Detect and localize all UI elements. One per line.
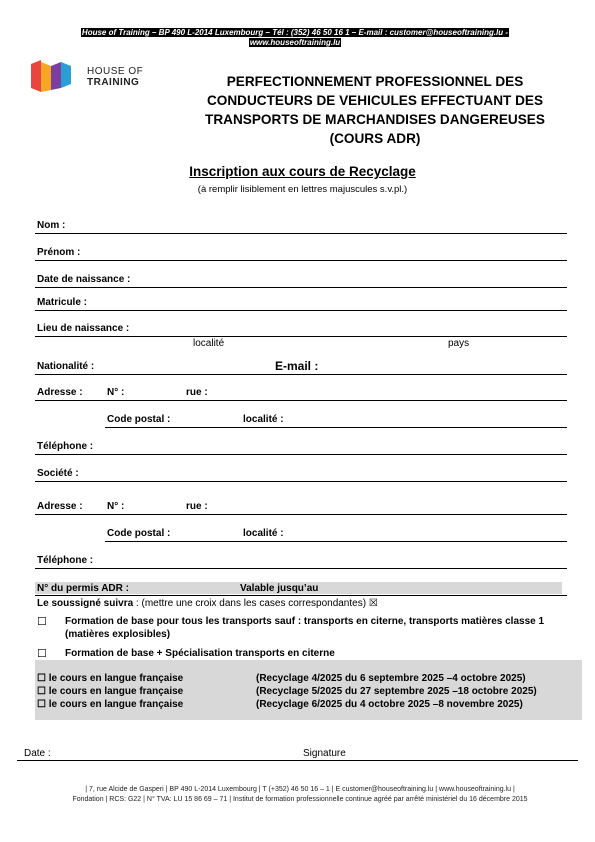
course-checkbox[interactable]: ☐ — [37, 699, 46, 710]
course-checkbox[interactable]: ☐ — [37, 686, 46, 697]
rue-label: rue : — [186, 387, 208, 398]
title-line: PERFECTIONNEMENT PROFESSIONNEL DES — [226, 74, 524, 89]
date-naissance-field[interactable] — [35, 287, 567, 288]
code-postal-2-label: Code postal : — [107, 528, 171, 539]
societe-label: Société : — [37, 468, 79, 479]
course-label: le cours en langue française — [48, 673, 184, 684]
prenom-field[interactable] — [35, 260, 567, 261]
lieu-naissance-field[interactable] — [35, 336, 567, 337]
option-2-text: Formation de base + Spécialisation transports en citerne — [65, 648, 335, 659]
adresse-2-label: Adresse : — [37, 501, 83, 512]
logo-line-2: TRAINING — [87, 77, 140, 88]
title-line: TRANSPORTS DE MARCHANDISES DANGEREUSES — [205, 112, 545, 127]
telephone-2-label: Téléphone : — [37, 555, 94, 566]
matricule-label: Matricule : — [37, 297, 88, 308]
email-label: E-mail : — [275, 359, 319, 373]
code-postal-field[interactable] — [105, 427, 567, 428]
permis-label: N° du permis ADR : — [37, 583, 129, 594]
title-line: (COURS ADR) — [329, 131, 421, 146]
option-2-checkbox[interactable]: ☐ — [37, 648, 47, 660]
valable-label: Valable jusqu’au — [240, 583, 319, 594]
numero-label: N° : — [107, 387, 125, 398]
date-naissance-label: Date de naissance : — [37, 274, 131, 285]
adresse-field[interactable] — [35, 400, 567, 401]
course-detail: (Recyclage 6/2025 du 4 octobre 2025 –8 novembre 2025) — [256, 699, 523, 710]
societe-field[interactable] — [35, 481, 567, 482]
telephone-field[interactable] — [35, 454, 567, 455]
permis-underline — [35, 595, 567, 596]
soussigne-bold: Le soussigné suivra — [37, 598, 134, 609]
course-label: le cours en langue française — [48, 686, 184, 697]
document-title — [170, 72, 580, 148]
localite-hint: localité — [193, 338, 225, 349]
code-postal-label: Code postal : — [107, 414, 171, 425]
telephone-label: Téléphone : — [37, 441, 94, 452]
option-1-text: Formation de base pour tous les transports sauf : transports en citerne, transports matières classe 1 (matières explosibles) — [65, 616, 545, 640]
adresse-label: Adresse : — [37, 387, 83, 398]
header-line-2: www.houseoftraining.lu — [249, 38, 341, 47]
course-detail: (Recyclage 5/2025 du 27 septembre 2025 –18 octobre 2025) — [256, 686, 537, 697]
localite-2-label: localité : — [243, 528, 284, 539]
adresse-2-field[interactable] — [35, 514, 567, 515]
nationalite-email-field[interactable] — [35, 374, 567, 375]
code-postal-2-field[interactable] — [105, 541, 567, 542]
lieu-naissance-label: Lieu de naissance : — [37, 323, 130, 334]
signature-line[interactable] — [17, 760, 578, 761]
footer-line-2: Fondation | RCS: G22 | N° TVA: LU 15 86 69 – 71 | Institut de formation professionnelle continue agréé par arrêté ministériel du 16 décembre 2015 — [72, 796, 528, 803]
course-row[interactable] — [37, 685, 183, 698]
logo-text — [87, 66, 143, 88]
date-label: Date : — [24, 748, 51, 759]
nom-label: Nom : — [37, 220, 66, 231]
localite-label: localité : — [243, 414, 284, 425]
title-line: CONDUCTEURS DE VEHICULES EFFECTUANT DES — [206, 93, 544, 108]
header-contact — [36, 28, 554, 48]
soussigne-rest: : (mettre une croix dans les cases correspondantes) ☒ — [133, 598, 378, 609]
matricule-field[interactable] — [35, 310, 567, 311]
soussigne-text — [37, 598, 378, 609]
pays-hint: pays — [448, 338, 470, 349]
numero-2-label: N° : — [107, 501, 125, 512]
footer — [30, 785, 570, 805]
nom-field[interactable] — [35, 233, 567, 234]
rue-2-label: rue : — [186, 501, 208, 512]
footer-line-1: | 7, rue Alcide de Gasperi | BP 490 L-2014 Luxembourg | T (+352) 46 50 16 – 1 | E customer@houseoftraining.lu | www.houseoftraining.lu | — [85, 786, 515, 793]
form-title: Inscription aux cours de Recyclage — [189, 164, 416, 179]
signature-label: Signature — [303, 748, 346, 759]
logo-icon — [31, 60, 71, 92]
course-row[interactable] — [37, 672, 183, 685]
nationalite-label: Nationalité : — [37, 361, 95, 372]
course-checkbox[interactable]: ☐ — [37, 673, 46, 684]
course-label: le cours en langue française — [48, 699, 184, 710]
header-line-1: House of Training – BP 490 L-2014 Luxembourg – Tél : (352) 46 50 16 1 – E-mail : customer@houseoftraining.lu - — [81, 28, 509, 37]
course-detail: (Recyclage 4/2025 du 6 septembre 2025 –4 octobre 2025) — [256, 673, 526, 684]
course-row[interactable] — [37, 698, 183, 711]
prenom-label: Prénom : — [37, 247, 81, 258]
logo-line-1: HOUSE OF — [87, 66, 144, 77]
form-note: (à remplir lisiblement en lettres majuscules s.v.pl.) — [197, 184, 408, 195]
option-1-checkbox[interactable]: ☐ — [37, 616, 47, 628]
telephone-2-field[interactable] — [35, 568, 567, 569]
